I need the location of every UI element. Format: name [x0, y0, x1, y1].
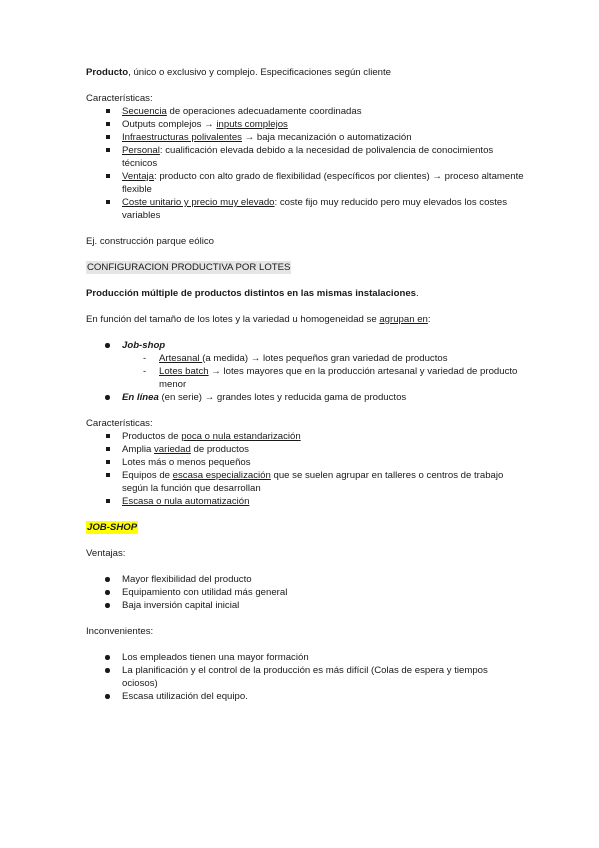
item-term: Infraestructuras polivalentes — [122, 132, 242, 143]
lotes-subtitle-line — [86, 287, 526, 300]
ventajas-label: Ventajas: — [86, 548, 126, 559]
sublist-item — [86, 365, 526, 391]
item-term: Personal — [122, 145, 160, 156]
caracteristicas-2-label: Características: — [86, 418, 153, 429]
sublist-item — [86, 352, 526, 365]
jobshop-label: Job-shop — [122, 340, 166, 351]
item-text: : cualificación elevada debido a la necesidad de polivalencia de conocimientos técnicos — [122, 145, 494, 169]
item-text: Productos de — [122, 431, 182, 442]
lotes-intro — [86, 313, 526, 326]
caracteristicas-2-list — [86, 430, 526, 508]
lotes-subtitle: Producción múltiple de productos distintos en las mismas instalaciones — [86, 288, 416, 299]
item-text: que se suelen agrupar en talleres o centros de trabajo según la función que desarrollan — [122, 470, 504, 494]
section-heading-jobshop: JOB-SHOP — [87, 522, 138, 533]
inconvenientes-list — [86, 651, 526, 703]
item-term: Secuencia — [122, 106, 167, 117]
item-text: Outputs complejos → — [122, 119, 217, 130]
list-item: Los empleados tienen una mayor formación — [86, 651, 526, 664]
item-text: → lotes mayores que en la producción artesanal y variedad de producto menor — [159, 366, 518, 390]
subtitle-end: . — [416, 288, 419, 299]
intro-text: En función del tamaño de los lotes y la variedad u homogeneidad se — [86, 314, 380, 325]
list-item — [86, 443, 526, 456]
item-text: Amplia — [122, 444, 154, 455]
list-item — [86, 456, 526, 469]
item-text: Lotes más o menos pequeños — [122, 457, 251, 468]
intro-title: Producto — [86, 67, 129, 78]
list-item-jobshop — [86, 339, 526, 391]
item-term: Ventaja — [122, 171, 155, 182]
item-text: : coste fijo muy reducido pero muy elevados los costes variables — [122, 197, 508, 221]
item-text: de productos — [190, 444, 249, 455]
item-term: escasa especialización — [172, 470, 271, 481]
item-text: (en serie) → grandes lotes y reducida gama de productos — [158, 392, 407, 403]
list-item: Mayor flexibilidad del producto — [86, 573, 526, 586]
lotes-list — [86, 339, 526, 404]
list-item: Equipamiento con utilidad más general — [86, 586, 526, 599]
list-item — [86, 118, 526, 131]
item-term: Escasa o nula automatización — [122, 496, 250, 507]
list-item — [86, 469, 526, 495]
list-item — [86, 144, 526, 170]
intro-line — [86, 66, 526, 79]
item-text: Equipos de — [122, 470, 173, 481]
item-term: variedad — [154, 444, 191, 455]
inconvenientes-label: Inconvenientes: — [86, 626, 154, 637]
example-line: Ej. construcción parque eólico — [86, 236, 214, 247]
list-item — [86, 131, 526, 144]
item-term: poca o nula estandarización — [181, 431, 301, 442]
item-text: → baja mecanización o automatización — [241, 132, 412, 143]
intro-rest: , único o exclusivo y complejo. Especificaciones según cliente — [128, 67, 392, 78]
list-item — [86, 430, 526, 443]
item-text: : producto con alto grado de flexibilidad (específicos por clientes) → proceso altamente flexible — [122, 171, 524, 195]
item-text: de operaciones adecuadamente coordinadas — [166, 106, 362, 117]
ventajas-list — [86, 573, 526, 612]
section-heading-lotes: CONFIGURACION PRODUCTIVA POR LOTES — [87, 262, 291, 273]
intro-end: : — [427, 314, 431, 325]
list-item — [86, 170, 526, 196]
enlinea-label: En línea — [122, 392, 159, 403]
list-item — [86, 196, 526, 222]
caracteristicas-1-list — [86, 105, 526, 222]
list-item — [86, 105, 526, 118]
list-item: Baja inversión capital inicial — [86, 599, 526, 612]
list-item: La planificación y el control de la producción es más difícil (Colas de espera y tiempos ociosos) — [86, 664, 526, 690]
caracteristicas-1-label: Características: — [86, 93, 153, 104]
item-term: Coste unitario y precio muy elevado — [122, 197, 275, 208]
list-item — [86, 495, 526, 508]
jobshop-sublist — [86, 352, 526, 391]
item-term: Lotes batch — [159, 366, 209, 377]
item-term: Artesanal — [159, 353, 203, 364]
item-text: (a medida) → lotes pequeños gran variedad de productos — [202, 353, 448, 364]
item-term: inputs complejos — [216, 119, 288, 130]
intro-term: agrupan en — [379, 314, 428, 325]
document-page — [86, 66, 526, 703]
list-item: Escasa utilización del equipo. — [86, 690, 526, 703]
list-item-enlinea — [86, 391, 526, 404]
